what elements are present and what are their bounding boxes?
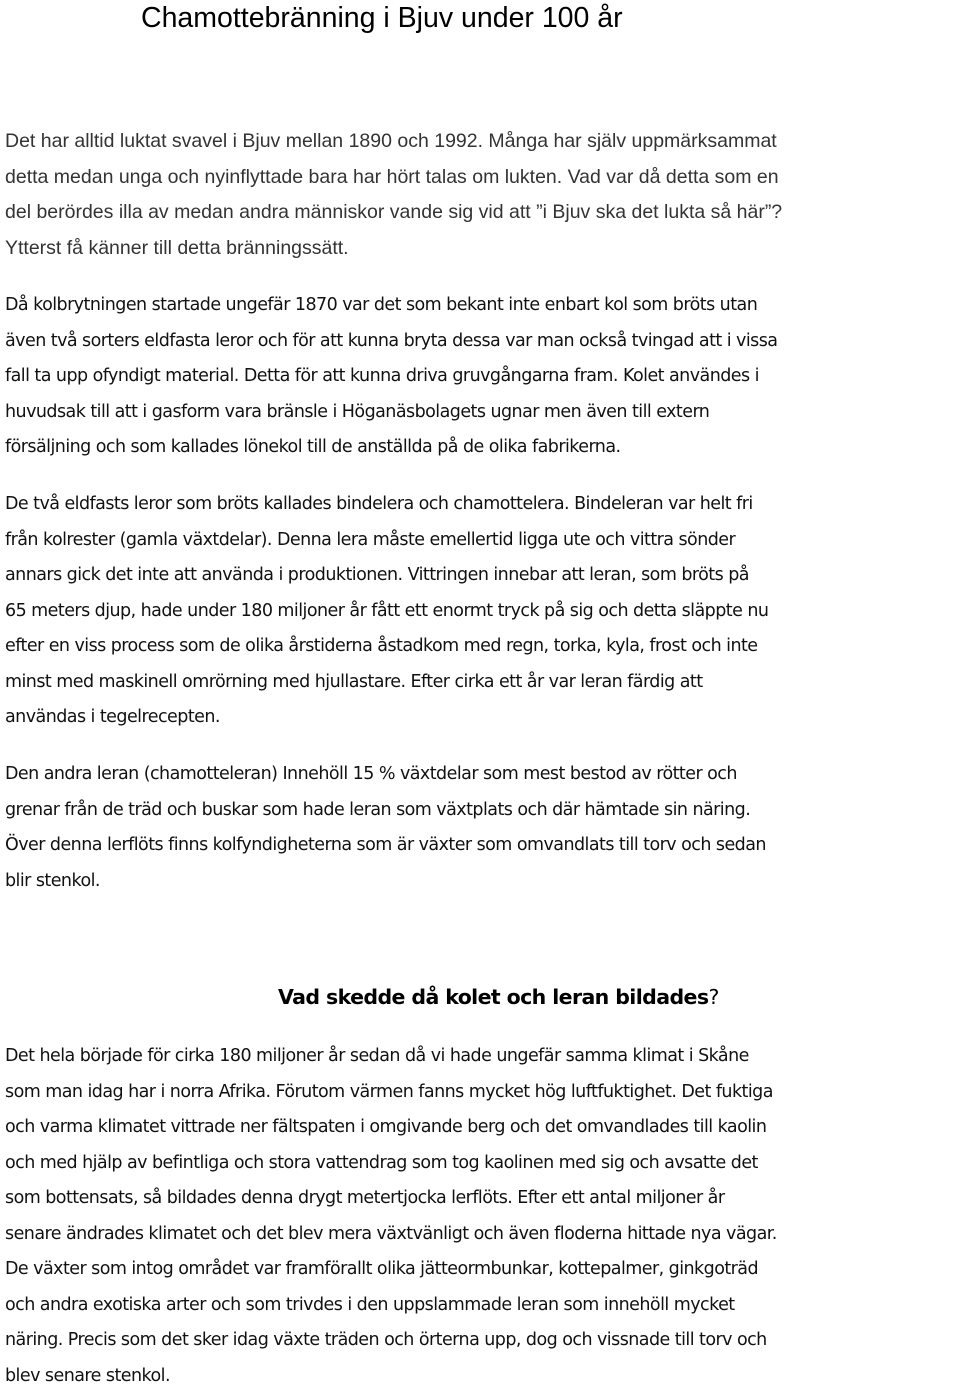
text-line: och andra exotiska arter och som trivdes i den uppslammade leran som innehöll mycket	[5, 1288, 777, 1324]
text-line: detta medan unga och nyinflyttade bara har hört talas om lukten. Vad var då detta som en	[5, 160, 782, 196]
text-line: Över denna lerflöts finns kolfyndigheterna som är växter som omvandlats till torv och sedan	[5, 828, 766, 864]
text-line: Den andra leran (chamotteleran) Innehöll 15 % växtdelar som mest bestod av rötter och	[5, 757, 766, 793]
text-line: efter en viss process som de olika årstiderna åstadkom med regn, torka, kyla, frost och inte	[5, 629, 768, 665]
text-line: näring. Precis som det sker idag växte träden och örterna upp, dog och vissnade till torv och	[5, 1323, 777, 1359]
paragraph-refractory-clays	[5, 487, 768, 736]
text-line: som bottensats, så bildades denna drygt metertjocka lerflöts. Efter ett antal miljoner år	[5, 1181, 777, 1217]
paragraph-formation	[5, 1039, 777, 1394]
paragraph-coal-mining	[5, 288, 777, 466]
text-line: från kolrester (gamla växtdelar). Denna lera måste emellertid ligga ute och vittra sönder	[5, 523, 768, 559]
document-title: Chamottebränning i Bjuv under 100 år	[141, 0, 623, 36]
text-line: De växter som intog området var framförallt olika jätteormbunkar, kottepalmer, ginkgoträd	[5, 1252, 777, 1288]
text-line: även två sorters eldfasta leror och för att kunna bryta dessa var man också tvingad att i vissa	[5, 324, 777, 360]
intro-paragraph	[5, 124, 782, 266]
text-line: som man idag har i norra Afrika. Förutom värmen fanns mycket hög luftfuktighet. Det fuktiga	[5, 1075, 777, 1111]
text-line: annars gick det inte att använda i produktionen. Vittringen innebar att leran, som bröts på	[5, 558, 768, 594]
section-heading-text: Vad skedde då kolet och leran bildades	[278, 985, 708, 1009]
text-line: och med hjälp av befintliga och stora vattendrag som tog kaolinen med sig och avsatte det	[5, 1146, 777, 1182]
text-line: blir stenkol.	[5, 864, 766, 900]
text-line: fall ta upp ofyndigt material. Detta för att kunna driva gruvgångarna fram. Kolet användes i	[5, 359, 777, 395]
text-line: 65 meters djup, hade under 180 miljoner år fått ett enormt tryck på sig och detta släppte nu	[5, 594, 768, 630]
text-line: Ytterst få känner till detta bränningssätt.	[5, 231, 782, 267]
paragraph-chamotte-clay	[5, 757, 766, 899]
section-heading	[278, 980, 719, 1014]
text-line: användas i tegelrecepten.	[5, 700, 768, 736]
text-line: Det hela började för cirka 180 miljoner år sedan då vi hade ungefär samma klimat i Skåne	[5, 1039, 777, 1075]
text-line: grenar från de träd och buskar som hade leran som växtplats och där hämtade sin näring.	[5, 793, 766, 829]
text-line: Då kolbrytningen startade ungefär 1870 var det som bekant inte enbart kol som bröts utan	[5, 288, 777, 324]
text-line: huvudsak till att i gasform vara bränsle i Höganäsbolagets ugnar men även till extern	[5, 395, 777, 431]
text-line: försäljning och som kallades lönekol till de anställda på de olika fabrikerna.	[5, 430, 777, 466]
text-line: Det har alltid luktat svavel i Bjuv mellan 1890 och 1992. Många har själv uppmärksammat	[5, 124, 782, 160]
text-line: blev senare stenkol.	[5, 1359, 777, 1394]
text-line: del berördes illa av medan andra människor vande sig vid att ”i Bjuv ska det lukta så här”?	[5, 195, 782, 231]
text-line: och varma klimatet vittrade ner fältspaten i omgivande berg och det omvandlades till kaolin	[5, 1110, 777, 1146]
text-line: senare ändrades klimatet och det blev mera växtvänligt och även floderna hittade nya vägar.	[5, 1217, 777, 1253]
section-heading-punctuation: ?	[708, 985, 718, 1009]
text-line: De två eldfasts leror som bröts kallades bindelera och chamottelera. Bindeleran var helt fri	[5, 487, 768, 523]
text-line: minst med maskinell omrörning med hjullastare. Efter cirka ett år var leran färdig att	[5, 665, 768, 701]
